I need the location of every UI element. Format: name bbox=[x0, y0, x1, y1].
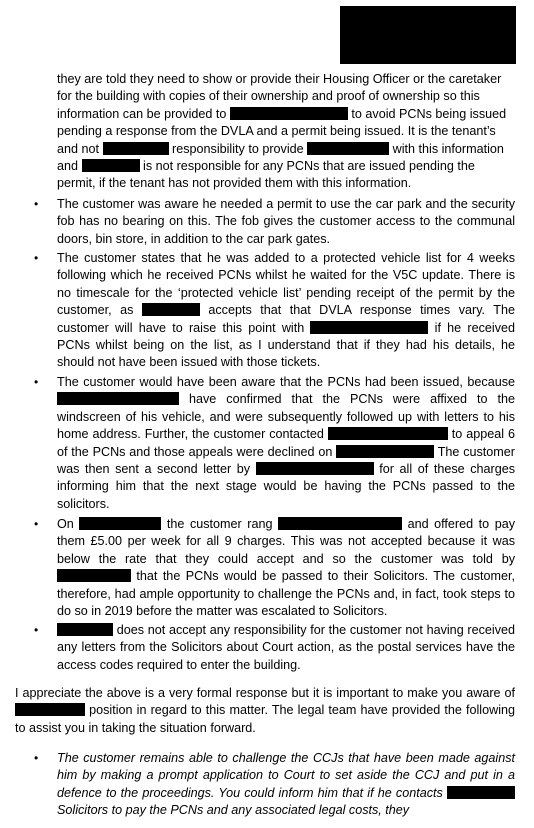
b4-text-2: the customer rang bbox=[166, 517, 273, 531]
redaction bbox=[447, 786, 515, 799]
b4-text-3: and offered to pay them £5.00 per week for all 9 charges. This was not accepted because it was below the rate that they could accept and so the customer was told by bbox=[57, 517, 516, 566]
redaction bbox=[278, 517, 402, 530]
b3-text-1: The customer would have been aware that the PCNs had been issued, because bbox=[57, 375, 515, 389]
bullet-marker: • bbox=[34, 197, 39, 211]
para-text-2: position in regard to this matter. The legal team have provided the following to assist you in taking the situation forward. bbox=[15, 703, 515, 735]
redaction bbox=[310, 321, 428, 334]
redaction bbox=[79, 517, 161, 530]
redaction bbox=[57, 569, 131, 582]
redaction bbox=[256, 462, 374, 475]
redaction bbox=[336, 445, 434, 458]
redaction bbox=[57, 623, 113, 636]
bullet-continuation bbox=[57, 71, 515, 193]
b0-text-3: responsibility to provide bbox=[172, 141, 304, 156]
b3-text-3: to appeal 6 of the PCNs and those appeals were declined on bbox=[57, 427, 516, 459]
bullet-marker: • bbox=[34, 623, 39, 637]
b2-text-2: accepts that that DVLA response times vary. The customer will have to raise this point with bbox=[57, 303, 516, 335]
bullet-item-pcns-issued bbox=[57, 374, 515, 513]
bullet-marker: • bbox=[34, 517, 39, 531]
bullet-marker: • bbox=[34, 751, 39, 765]
bullet-marker: • bbox=[34, 251, 39, 265]
b3-text-5: for all of these charges informing him that the next stage would be having the PCNs passed to the solicitors. bbox=[57, 462, 516, 511]
paragraph-formal-response bbox=[15, 685, 515, 737]
b1-text: The customer was aware he needed a permit to use the car park and the security fob has no bearing on this. The fob gives the customer access to the communal doors, bin store, in addition to the car park gates. bbox=[57, 197, 515, 246]
b0-text-4: with this information and bbox=[57, 141, 504, 174]
b6-text-2: Solicitors to pay the PCNs and any associated legal costs, they bbox=[57, 803, 410, 818]
bullet-item-payment-offer bbox=[57, 516, 515, 620]
bullet-item-protected-list bbox=[57, 250, 515, 372]
b5-text-1: does not accept any responsibility for the customer not having received any letters from the Solicitors about Court action, as the postal services have the access codes required to enter the building. bbox=[57, 623, 516, 672]
para-text-1: I appreciate the above is a very formal response but it is important to make you aware of bbox=[15, 686, 515, 700]
bullet-item-ccj-advice bbox=[57, 750, 515, 820]
redacted-header-block bbox=[340, 6, 516, 64]
b4-text-4: that the PCNs would be passed to their Solicitors. The customer, therefore, had ample opportunity to challenge the PCNs and, in fact, took steps to do so in 2019 before the matter was escalated to Solicitors. bbox=[57, 569, 515, 619]
redaction bbox=[103, 142, 169, 155]
b0-text-1: they are told they need to show or provide their Housing Officer or the caretaker for the building with copies of their ownership and proof of ownership so this information can be provided to bbox=[57, 72, 502, 121]
b3-text-4: The customer was then sent a second letter by bbox=[57, 444, 515, 477]
redaction bbox=[230, 107, 348, 120]
bullet-marker: • bbox=[34, 375, 39, 389]
b3-text-2: have confirmed that the PCNs were affixed to the windscreen of his vehicle, and were subsequently followed up with letters to his home address. Further, the customer contacted bbox=[57, 392, 515, 442]
b2-text-1: The customer states that he was added to a protected vehicle list for 4 weeks following which he received PCNs whilst he waited for the V5C update. There is no timescale for the ‘protected vehicle list’ pending receipt of the permit by the customer, as bbox=[57, 251, 515, 318]
redaction bbox=[15, 703, 85, 716]
bullet-item-permit bbox=[57, 196, 515, 248]
b2-text-3: if he received PCNs whilst being on the list, as I understand that if they had his details, he should not have been issued with those tickets. bbox=[57, 320, 515, 370]
b0-text-2: to avoid PCNs being issued pending a response from the DVLA and a permit being issued. It is the tenant’s and not bbox=[57, 106, 507, 156]
redaction bbox=[307, 142, 389, 155]
b4-text-1: On bbox=[57, 517, 74, 531]
redaction bbox=[82, 159, 140, 172]
redaction bbox=[328, 427, 448, 440]
redaction bbox=[142, 303, 200, 316]
b6-text-1: The customer remains able to challenge the CCJs that have been made against him by making a prompt application to Court to set aside the CCJ and put in a defence to the proceedings. You could inform him that if he contacts bbox=[57, 751, 515, 800]
b0-text-5: is not responsible for any PCNs that are issued pending the permit, if the tenant has not provided them with this information. bbox=[57, 159, 475, 191]
bullet-item-responsibility bbox=[57, 622, 515, 674]
redaction bbox=[57, 392, 179, 405]
